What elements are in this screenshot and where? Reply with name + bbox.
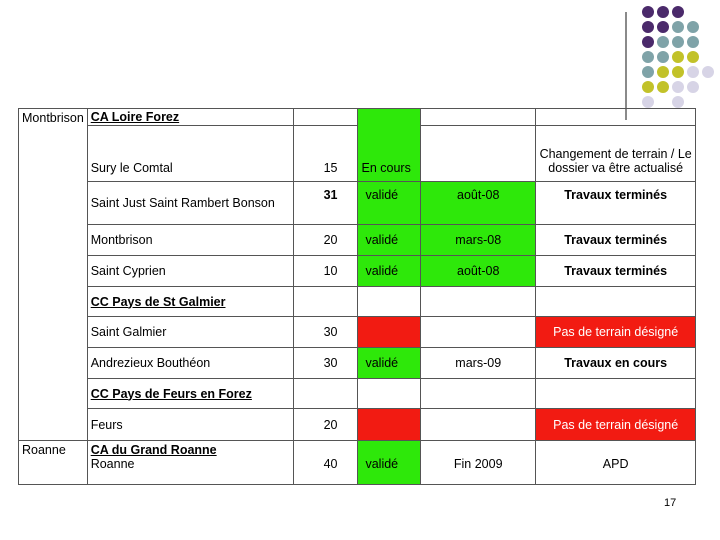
table-row xyxy=(19,256,696,287)
progress-cell: Travaux terminés xyxy=(536,182,696,225)
date-cell xyxy=(421,126,536,182)
date-cell xyxy=(421,317,536,348)
status-cell: validé xyxy=(358,348,421,379)
capacity-cell: 20 xyxy=(293,225,358,256)
progress-cell: Pas de terrain désigné xyxy=(536,317,696,348)
commune-cell: Saint Cyprien xyxy=(87,256,293,287)
region-cell xyxy=(19,109,88,441)
decorative-dot-grid xyxy=(625,6,720,116)
progress-cell: APD xyxy=(536,441,696,485)
capacity-cell: 30 xyxy=(293,348,358,379)
progress-cell: Travaux terminés xyxy=(536,256,696,287)
status-cell: validé xyxy=(358,256,421,287)
project-table xyxy=(18,108,696,485)
table-row xyxy=(19,441,696,485)
table-row xyxy=(19,348,696,379)
progress-cell: Pas de terrain désigné xyxy=(536,409,696,441)
group-cell: CC Pays de Feurs en Forez xyxy=(87,379,293,409)
capacity-cell: 15 xyxy=(293,126,358,182)
status-text: En cours xyxy=(361,161,411,175)
capacity-cell: 40 xyxy=(293,441,358,485)
commune-cell: Andrezieux Bouthéon xyxy=(87,348,293,379)
status-cell: validé xyxy=(358,182,421,225)
group-cell: CA Loire Forez xyxy=(87,109,293,126)
progress-cell: Travaux terminés xyxy=(536,225,696,256)
table-row xyxy=(19,126,696,182)
table-row xyxy=(19,409,696,441)
table-row xyxy=(19,379,696,409)
region-label: Roanne xyxy=(22,443,66,457)
status-cell: validé xyxy=(358,441,421,485)
status-cell: validé xyxy=(358,225,421,256)
commune-cell: Sury le Comtal xyxy=(87,126,293,182)
capacity-cell: 31 xyxy=(293,182,358,225)
commune-cell: Feurs xyxy=(87,409,293,441)
group-label: CA du Grand Roanne xyxy=(90,443,217,457)
date-cell xyxy=(421,109,536,126)
region-cell xyxy=(19,441,88,485)
commune-label: Roanne xyxy=(90,457,135,471)
date-cell: mars-08 xyxy=(421,225,536,256)
commune-cell: Saint Galmier xyxy=(87,317,293,348)
commune-cell: Saint Just Saint Rambert Bonson xyxy=(87,182,293,225)
table-row xyxy=(19,109,696,126)
capacity-cell: 30 xyxy=(293,317,358,348)
capacity-cell: 20 xyxy=(293,409,358,441)
capacity-cell: 10 xyxy=(293,256,358,287)
date-cell: Fin 2009 xyxy=(421,441,536,485)
progress-cell: Travaux en cours xyxy=(536,348,696,379)
status-cell xyxy=(358,109,421,182)
progress-cell xyxy=(536,109,696,126)
table-row xyxy=(19,317,696,348)
table-row xyxy=(19,182,696,225)
date-cell xyxy=(421,409,536,441)
commune-cell: Montbrison xyxy=(87,225,293,256)
progress-cell: Changement de terrain / Le dossier va être actualisé xyxy=(536,126,696,182)
date-cell: mars-09 xyxy=(421,348,536,379)
capacity-cell xyxy=(293,109,358,126)
status-cell xyxy=(358,409,421,441)
region-label: Montbrison xyxy=(22,111,84,125)
group-cell: CC Pays de St Galmier xyxy=(87,287,293,317)
table-row xyxy=(19,287,696,317)
commune-cell xyxy=(87,441,293,485)
status-cell xyxy=(358,317,421,348)
date-cell: août-08 xyxy=(421,182,536,225)
table-row xyxy=(19,225,696,256)
page-number: 17 xyxy=(664,497,677,509)
date-cell: août-08 xyxy=(421,256,536,287)
